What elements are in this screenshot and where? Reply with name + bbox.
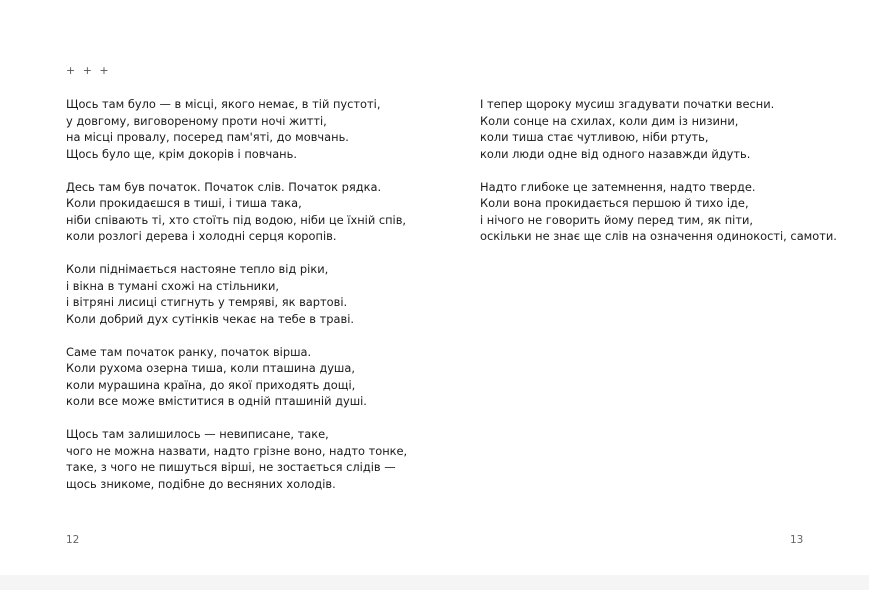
page-edge-strip xyxy=(0,575,869,590)
poem-line: оскільки не знає ще слів на означення одинокості, самоти. xyxy=(480,229,837,243)
poem-line: щось зникоме, подібне до весняних холодів. xyxy=(66,476,336,491)
stanza xyxy=(66,344,407,410)
stanza xyxy=(66,179,407,245)
poem-text-right xyxy=(480,96,837,261)
poem-line: Коли рухома озерна тиша, коли пташина душа, xyxy=(66,361,355,375)
poem-line: коли тиша стає чутливою, ніби ртуть, xyxy=(480,130,709,144)
right-page xyxy=(434,0,869,575)
poem-line: Коли добрий дух сутінків чекає на тебе в траві. xyxy=(66,311,354,326)
poem-line: Щось там залишилось — невиписане, таке, xyxy=(66,427,329,441)
poem-line: коли розлогі дерева і холодні серця коропів. xyxy=(66,229,337,243)
poem-line: коли все може вміститися в одній пташиній душі. xyxy=(66,394,367,408)
poem-line: ніби співають ті, хто стоїть під водою, ніби це їхній спів, xyxy=(66,212,407,227)
poem-line: чого не можна назвати, надто грізне воно, надто тонке, xyxy=(66,443,408,458)
poem-line: Коли вона прокидається першою й тихо іде, xyxy=(480,196,749,210)
left-page xyxy=(0,0,434,575)
section-ornament: + + + xyxy=(66,64,111,77)
poem-line: на місці провалу, посеред пам'яті, до мовчань. xyxy=(66,130,349,144)
page-number-right: 13 xyxy=(790,534,804,546)
poem-line: коли мурашина країна, до якої приходять дощі, xyxy=(66,377,356,392)
poem-line: Коли сонце на схилах, коли дим із низини, xyxy=(480,113,739,128)
poem-text-left xyxy=(66,96,407,509)
poem-line: у довгому, виговореному проти ночі житті, xyxy=(66,113,327,128)
poem-line: Коли прокидаєшся в тиші, і тиша така, xyxy=(66,196,302,210)
poem-line: і нічого не говорить йому перед тим, як піти, xyxy=(480,212,753,227)
poem-line: і вікна в тумані схожі на стільники, xyxy=(66,278,279,293)
stanza xyxy=(480,96,837,162)
poem-line: І тепер щороку мусиш згадувати початки весни. xyxy=(480,97,775,111)
poem-line: Десь там був початок. Початок слів. Початок рядка. xyxy=(66,179,382,194)
poem-line: Коли піднімається настояне тепло від ріки, xyxy=(66,262,329,276)
poem-line: Щось було ще, крім докорів і повчань. xyxy=(66,146,297,161)
poem-line: таке, з чого не пишуться вірші, не зостається слідів — xyxy=(66,460,396,474)
poem-line: коли люди одне від одного назавжди йдуть. xyxy=(480,146,751,161)
poem-line: і вітряні лисиці стигнуть у темряві, як вартові. xyxy=(66,295,348,309)
stanza xyxy=(480,179,837,245)
poem-line: Надто глибоке це затемнення, надто тверде. xyxy=(480,179,756,194)
stanza xyxy=(66,261,407,327)
stanza xyxy=(66,96,407,162)
stanza xyxy=(66,426,407,492)
poem-line: Щось там було — в місці, якого немає, в тій пустоті, xyxy=(66,97,381,111)
page-number-left: 12 xyxy=(66,534,80,546)
poem-line: Саме там початок ранку, початок вірша. xyxy=(66,344,312,359)
